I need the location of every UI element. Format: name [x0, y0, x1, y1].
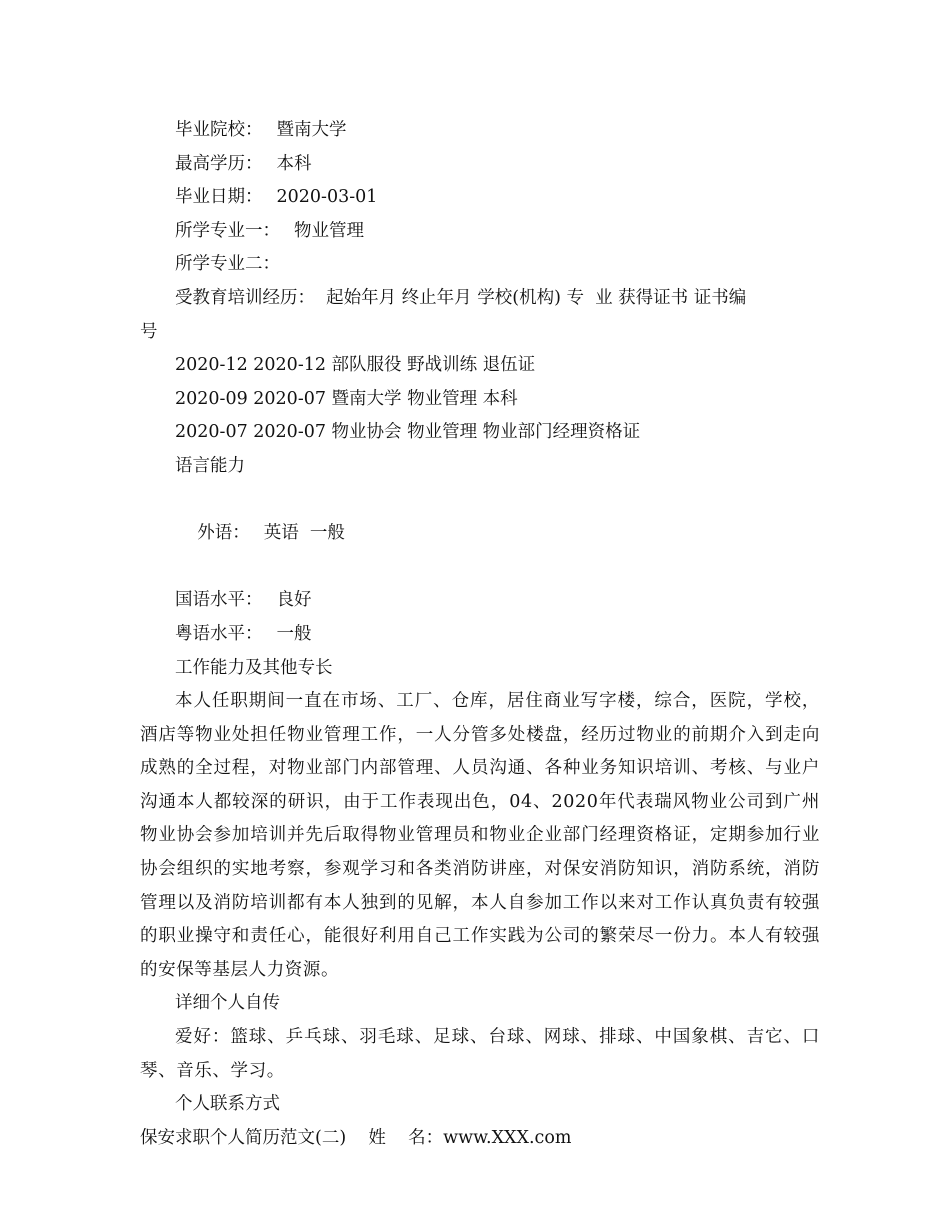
degree-value: 本科	[276, 153, 312, 174]
cantonese-label: 粤语水平：	[175, 623, 263, 644]
major1-label: 所学专业一：	[175, 220, 280, 241]
language-heading: 语言能力	[175, 455, 245, 476]
degree-label: 最高学历：	[175, 153, 263, 174]
school-row	[140, 114, 820, 148]
cantonese-row	[140, 618, 820, 652]
degree-row	[140, 148, 820, 182]
foreign-label: 外语：	[197, 523, 250, 544]
school-label: 毕业院校：	[175, 120, 263, 140]
mandarin-row	[140, 584, 820, 618]
footer-line: 保安求职个人简历范文(二) 姓 名：www.XXX.com	[140, 1127, 572, 1148]
foreign-value: 英语 一般	[263, 523, 345, 544]
major1-value: 物业管理	[294, 220, 364, 241]
cantonese-value: 一般	[276, 623, 312, 644]
training-header: 受教育培训经历： 起始年月 终止年月 学校(机构) 专 业 获得证书 证书编	[175, 287, 747, 308]
training-row-2: 2020-09 2020-07 暨南大学 物业管理 本科	[175, 388, 518, 409]
major2-row	[140, 248, 820, 282]
major2-label: 所学专业二：	[175, 254, 280, 275]
mandarin-value: 良好	[276, 590, 312, 611]
mandarin-label: 国语水平：	[175, 590, 263, 611]
document-page	[140, 114, 820, 1155]
grad-date-value: 2020-03-01	[276, 187, 378, 208]
training-row-3: 2020-07 2020-07 物业协会 物业管理 物业部门经理资格证	[175, 422, 641, 443]
hobbies-paragraph: 爱好：篮球、乒乓球、羽毛球、足球、台球、网球、排球、中国象棋、吉它、口琴、音乐、学习。	[140, 1027, 820, 1081]
autobiography-heading: 详细个人自传	[175, 993, 280, 1014]
school-value: 暨南大学	[276, 120, 347, 140]
training-header-wrap: 号	[140, 321, 158, 342]
skills-heading: 工作能力及其他专长	[175, 657, 333, 678]
foreign-language-row	[140, 484, 820, 585]
grad-date-label: 毕业日期：	[175, 187, 263, 208]
training-row-1: 2020-12 2020-12 部队服役 野战训练 退伍证	[175, 355, 536, 376]
skills-paragraph: 本人任职期间一直在市场、工厂、仓库，居住商业写字楼，综合，医院，学校，酒店等物业处担任物业管理工作，一人分管多处楼盘，经历过物业的前期介入到走向成熟的全过程，对物业部门内部管理、人员沟通、各种业务知识培训、考核、与业户沟通本人都较深的研识，由于工作表现出色，04、2020年代表瑞风物业公司到广州物业协会参加培训并先后取得物业管理员和物业企业部门经理资格证，定期参加行业协会组织的实地考察，参观学习和各类消防讲座，对保安消防知识，消防系统，消防管理以及消防培训都有本人独到的见解，本人自参加工作以来对工作认真负责有较强的职业操守和责任心，能很好利用自己工作实践为公司的繁荣尽一份力。本人有较强的安保等基层人力资源。	[140, 691, 820, 980]
major1-row	[140, 215, 820, 249]
grad-date-row	[140, 181, 820, 215]
contact-heading: 个人联系方式	[175, 1094, 280, 1115]
